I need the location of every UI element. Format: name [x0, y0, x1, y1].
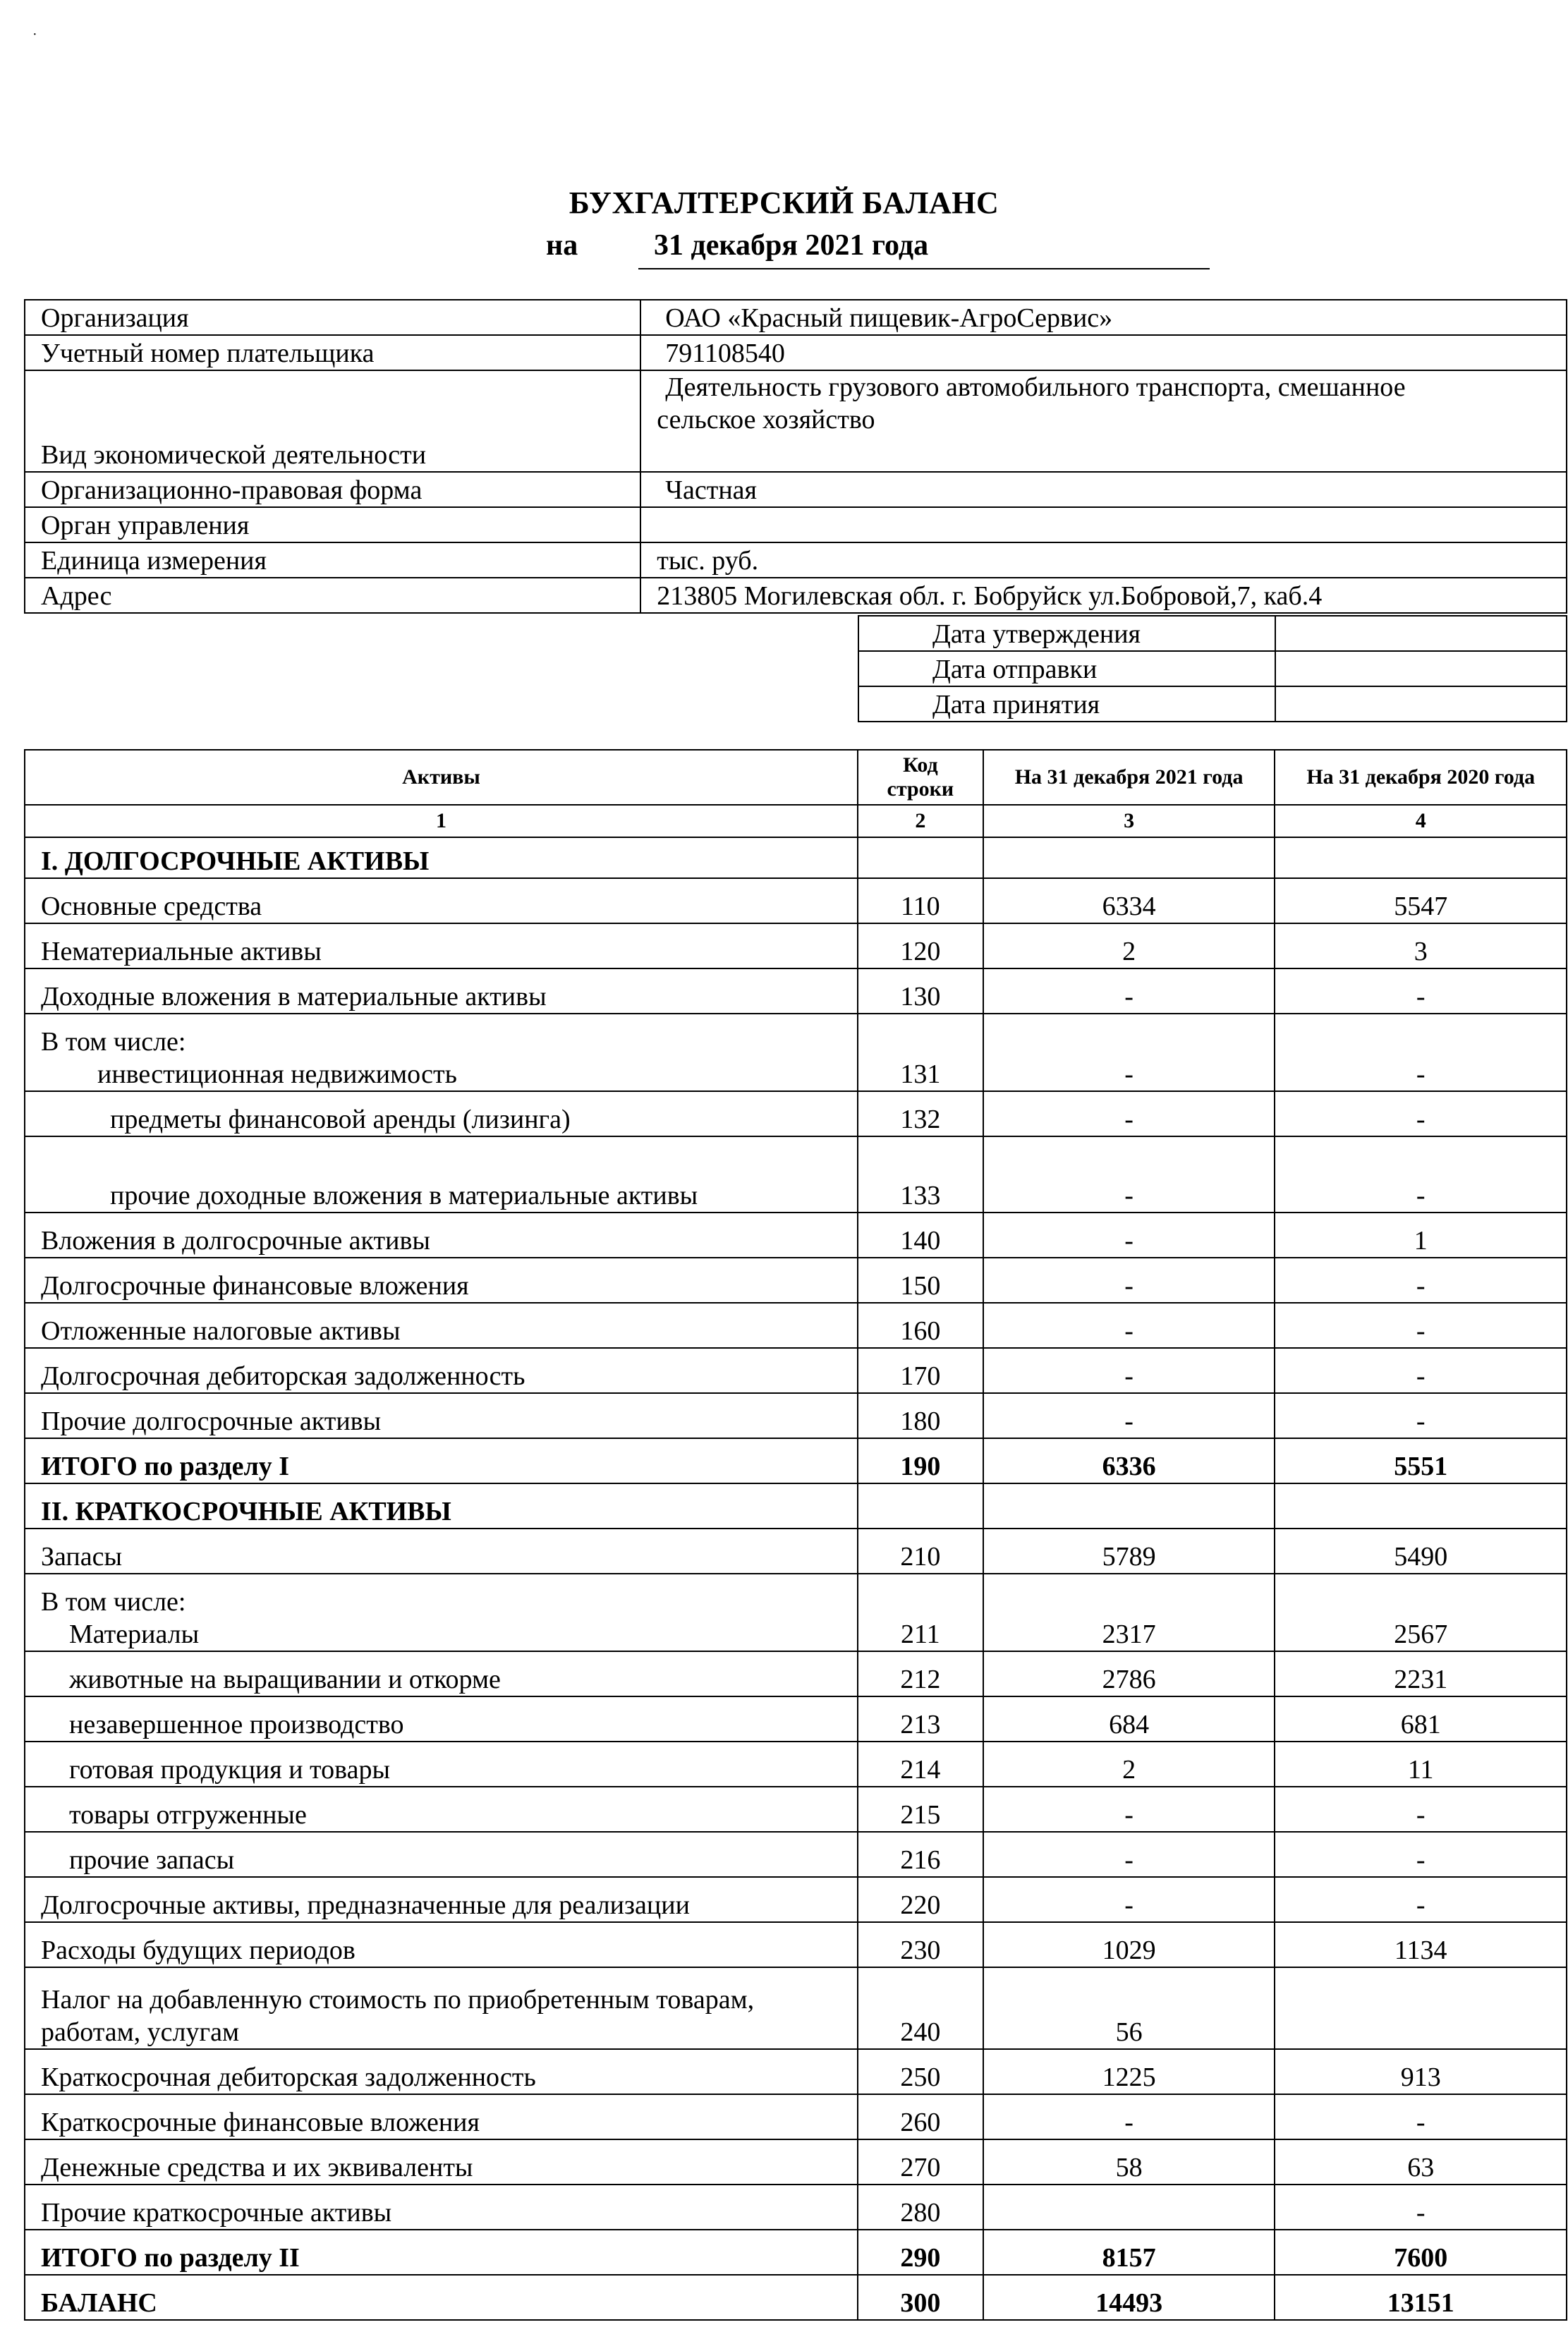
row-current-value: 1029 [983, 1922, 1275, 1967]
row-name-line2: Материалы [69, 1620, 200, 1649]
row-previous-value: - [1275, 968, 1567, 1014]
row-code: 120 [858, 923, 983, 968]
activity-value-line2: сельское хозяйство [657, 405, 875, 435]
row-name: прочие запасы [25, 1832, 858, 1877]
header-current-year: На 31 декабря 2021 года [983, 750, 1275, 805]
row-code: 213 [858, 1696, 983, 1742]
row-name: ИТОГО по разделу II [25, 2230, 858, 2275]
row-name: Основные средства [25, 878, 858, 923]
table-row [25, 1529, 1567, 1574]
row-code: 290 [858, 2230, 983, 2275]
row-previous-value: - [1275, 2094, 1567, 2139]
activity-label: Вид экономической деятельности [25, 370, 640, 472]
table-row [25, 1303, 1567, 1348]
row-current-value: 2 [983, 923, 1275, 968]
row-code: 240 [858, 1967, 983, 2049]
section2-title: II. КРАТКОСРОЧНЫЕ АКТИВЫ [25, 1483, 858, 1529]
activity-value [640, 370, 1567, 472]
row-current-value: - [983, 1787, 1275, 1832]
accept-date-label: Дата принятия [858, 686, 1275, 722]
table-row [25, 1393, 1567, 1438]
row-code: 220 [858, 1877, 983, 1922]
row-current-value: - [983, 1258, 1275, 1303]
table-row [25, 1213, 1567, 1258]
row-code: 260 [858, 2094, 983, 2139]
row-name: готовая продукция и товары [25, 1742, 858, 1787]
table-row [25, 923, 1567, 968]
row-previous-value: - [1275, 2185, 1567, 2230]
col-number-1: 1 [25, 805, 858, 837]
row-name: товары отгруженные [25, 1787, 858, 1832]
row-name: Долгосрочные активы, предназначенные для реализации [25, 1877, 858, 1922]
row-previous-value: - [1275, 1014, 1567, 1091]
row-previous-value: - [1275, 1136, 1567, 1213]
row-current-value: - [983, 968, 1275, 1014]
row-name: ИТОГО по разделу I [25, 1438, 858, 1483]
header-code-line1: Код [903, 753, 938, 777]
row-name: Отложенные налоговые активы [25, 1303, 858, 1348]
row-code: 190 [858, 1438, 983, 1483]
activity-value-line1: Деятельность грузового автомобильного транспорта, смешанное [665, 372, 1406, 402]
row-name-line1: В том числе: [41, 1587, 186, 1617]
table-row [25, 1258, 1567, 1303]
accept-date-value [1275, 686, 1567, 722]
row-name: незавершенное производство [25, 1696, 858, 1742]
row-previous-value: - [1275, 1258, 1567, 1303]
row-current-value: 58 [983, 2139, 1275, 2185]
row-previous-value: 5551 [1275, 1438, 1567, 1483]
table-row [25, 1136, 1567, 1213]
row-name: Денежные средства и их эквиваленты [25, 2139, 858, 2185]
header-code [858, 750, 983, 805]
row-previous-value: 63 [1275, 2139, 1567, 2185]
assets-table [24, 749, 1567, 2321]
unp-label: Учетный номер плательщика [25, 335, 640, 370]
row-code: 170 [858, 1348, 983, 1393]
row-current-value: 684 [983, 1696, 1275, 1742]
table-row [25, 2185, 1567, 2230]
row-previous-value: 681 [1275, 1696, 1567, 1742]
legal-form-label: Организационно-правовая форма [25, 472, 640, 507]
row-code: 140 [858, 1213, 983, 1258]
table-row [25, 1014, 1567, 1091]
row-current-value: - [983, 1014, 1275, 1091]
row-code: 230 [858, 1922, 983, 1967]
section-header-row [25, 837, 1567, 878]
row-current-value: - [983, 1877, 1275, 1922]
row-name: Вложения в долгосрочные активы [25, 1213, 858, 1258]
table-row [25, 1091, 1567, 1136]
row-name-line1: Налог на добавленную стоимость по приобретенным товарам, [41, 1985, 755, 2015]
table-row [25, 1832, 1567, 1877]
table-row [25, 1651, 1567, 1696]
table-row [25, 1787, 1567, 1832]
row-previous-value: 2231 [1275, 1651, 1567, 1696]
unp-value: 791108540 [640, 335, 1567, 370]
table-header-row [25, 750, 1567, 805]
legal-form-value: Частная [640, 472, 1567, 507]
row-previous-value: - [1275, 1787, 1567, 1832]
row-previous-value: - [1275, 1348, 1567, 1393]
row-current-value: - [983, 2094, 1275, 2139]
table-row [25, 1877, 1567, 1922]
row-previous-value: 2567 [1275, 1574, 1567, 1651]
organization-info-table [24, 299, 1567, 614]
document-title: БУХГАЛТЕРСКИЙ БАЛАНС [569, 186, 999, 220]
row-name: Краткосрочные финансовые вложения [25, 2094, 858, 2139]
unit-label: Единица измерения [25, 542, 640, 578]
row-current-value: 56 [983, 1967, 1275, 2049]
row-name: прочие доходные вложения в материальные активы [25, 1136, 858, 1213]
row-name: Нематериальные активы [25, 923, 858, 968]
row-name: Краткосрочная дебиторская задолженность [25, 2049, 858, 2094]
col-number-3: 3 [983, 805, 1275, 837]
section-header-row [25, 1483, 1567, 1529]
row-previous-value: - [1275, 1303, 1567, 1348]
row-previous-value: 5490 [1275, 1529, 1567, 1574]
row-code: 160 [858, 1303, 983, 1348]
row-name: БАЛАНС [25, 2275, 858, 2320]
row-current-value: - [983, 1303, 1275, 1348]
row-name [25, 1574, 858, 1651]
table-row [25, 968, 1567, 1014]
row-current-value: 1225 [983, 2049, 1275, 2094]
row-name: Прочие краткосрочные активы [25, 2185, 858, 2230]
row-previous-value: 1134 [1275, 1922, 1567, 1967]
table-row [25, 2094, 1567, 2139]
table-row [25, 2049, 1567, 2094]
section1-title: I. ДОЛГОСРОЧНЫЕ АКТИВЫ [25, 837, 858, 878]
col-number-2: 2 [858, 805, 983, 837]
total-row [25, 1438, 1567, 1483]
row-current-value: 2786 [983, 1651, 1275, 1696]
row-code: 132 [858, 1091, 983, 1136]
row-name: предметы финансовой аренды (лизинга) [25, 1091, 858, 1136]
column-number-row [25, 805, 1567, 837]
row-current-value: 2 [983, 1742, 1275, 1787]
row-code: 250 [858, 2049, 983, 2094]
row-current-value: - [983, 1832, 1275, 1877]
row-name: Запасы [25, 1529, 858, 1574]
send-date-value [1275, 651, 1567, 686]
row-code: 131 [858, 1014, 983, 1091]
row-current-value: 6336 [983, 1438, 1275, 1483]
authority-value [640, 507, 1567, 542]
table-row [25, 1967, 1567, 2049]
send-date-label: Дата отправки [858, 651, 1275, 686]
approve-date-value [1275, 616, 1567, 651]
table-row [25, 878, 1567, 923]
row-name-line1: В том числе: [41, 1027, 186, 1057]
header-previous-year: На 31 декабря 2020 года [1275, 750, 1567, 805]
row-code: 300 [858, 2275, 983, 2320]
authority-label: Орган управления [25, 507, 640, 542]
row-current-value: - [983, 1091, 1275, 1136]
row-previous-value: 3 [1275, 923, 1567, 968]
row-previous-value: 11 [1275, 1742, 1567, 1787]
row-name: животные на выращивании и откорме [25, 1651, 858, 1696]
date-prefix: на [546, 229, 578, 262]
row-previous-value: - [1275, 1091, 1567, 1136]
row-code: 216 [858, 1832, 983, 1877]
row-current-value: - [983, 1393, 1275, 1438]
row-code: 130 [858, 968, 983, 1014]
row-previous-value: 13151 [1275, 2275, 1567, 2320]
table-row [25, 1696, 1567, 1742]
table-row [25, 1348, 1567, 1393]
unit-value: тыс. руб. [640, 542, 1567, 578]
address-value: 213805 Могилевская обл. г. Бобруйск ул.Бобровой,7, каб.4 [640, 578, 1567, 613]
approval-dates-table [858, 615, 1567, 722]
row-previous-value [1275, 1967, 1567, 2049]
row-current-value: 14493 [983, 2275, 1275, 2320]
row-name [25, 1967, 858, 2049]
report-date: 31 декабря 2021 года [638, 229, 1210, 269]
row-name: Прочие долгосрочные активы [25, 1393, 858, 1438]
row-previous-value: - [1275, 1832, 1567, 1877]
table-row [25, 1922, 1567, 1967]
row-name: Долгосрочная дебиторская задолженность [25, 1348, 858, 1393]
header-assets: Активы [25, 750, 858, 805]
row-current-value: 5789 [983, 1529, 1275, 1574]
table-row [25, 2139, 1567, 2185]
row-current-value: 8157 [983, 2230, 1275, 2275]
row-code: 211 [858, 1574, 983, 1651]
row-code: 212 [858, 1651, 983, 1696]
approve-date-label: Дата утверждения [858, 616, 1275, 651]
page-mark: · [32, 27, 37, 42]
row-previous-value: 1 [1275, 1213, 1567, 1258]
row-current-value: - [983, 1348, 1275, 1393]
row-name: Доходные вложения в материальные активы [25, 968, 858, 1014]
table-row [25, 1742, 1567, 1787]
table-row [25, 1574, 1567, 1651]
row-code: 280 [858, 2185, 983, 2230]
total-row [25, 2230, 1567, 2275]
row-code: 210 [858, 1529, 983, 1574]
col-number-4: 4 [1275, 805, 1567, 837]
row-name [25, 1014, 858, 1091]
total-row [25, 2275, 1567, 2320]
row-code: 110 [858, 878, 983, 923]
row-previous-value: 7600 [1275, 2230, 1567, 2275]
row-code: 270 [858, 2139, 983, 2185]
row-code: 214 [858, 1742, 983, 1787]
row-code: 150 [858, 1258, 983, 1303]
row-current-value: 2317 [983, 1574, 1275, 1651]
row-current-value: - [983, 1213, 1275, 1258]
row-code: 215 [858, 1787, 983, 1832]
address-label: Адрес [25, 578, 640, 613]
row-name-line2: работам, услугам [41, 2017, 240, 2047]
row-code: 180 [858, 1393, 983, 1438]
row-current-value [983, 2185, 1275, 2230]
org-value: ОАО «Красный пищевик-АгроСервис» [640, 300, 1567, 335]
row-name: Долгосрочные финансовые вложения [25, 1258, 858, 1303]
row-current-value: - [983, 1136, 1275, 1213]
row-name: Расходы будущих периодов [25, 1922, 858, 1967]
org-label: Организация [25, 300, 640, 335]
row-name-line2: инвестиционная недвижимость [97, 1059, 457, 1089]
row-previous-value: 5547 [1275, 878, 1567, 923]
row-code: 133 [858, 1136, 983, 1213]
row-previous-value: - [1275, 1877, 1567, 1922]
header-code-line2: строки [887, 777, 954, 801]
row-previous-value: - [1275, 1393, 1567, 1438]
row-previous-value: 913 [1275, 2049, 1567, 2094]
row-current-value: 6334 [983, 878, 1275, 923]
